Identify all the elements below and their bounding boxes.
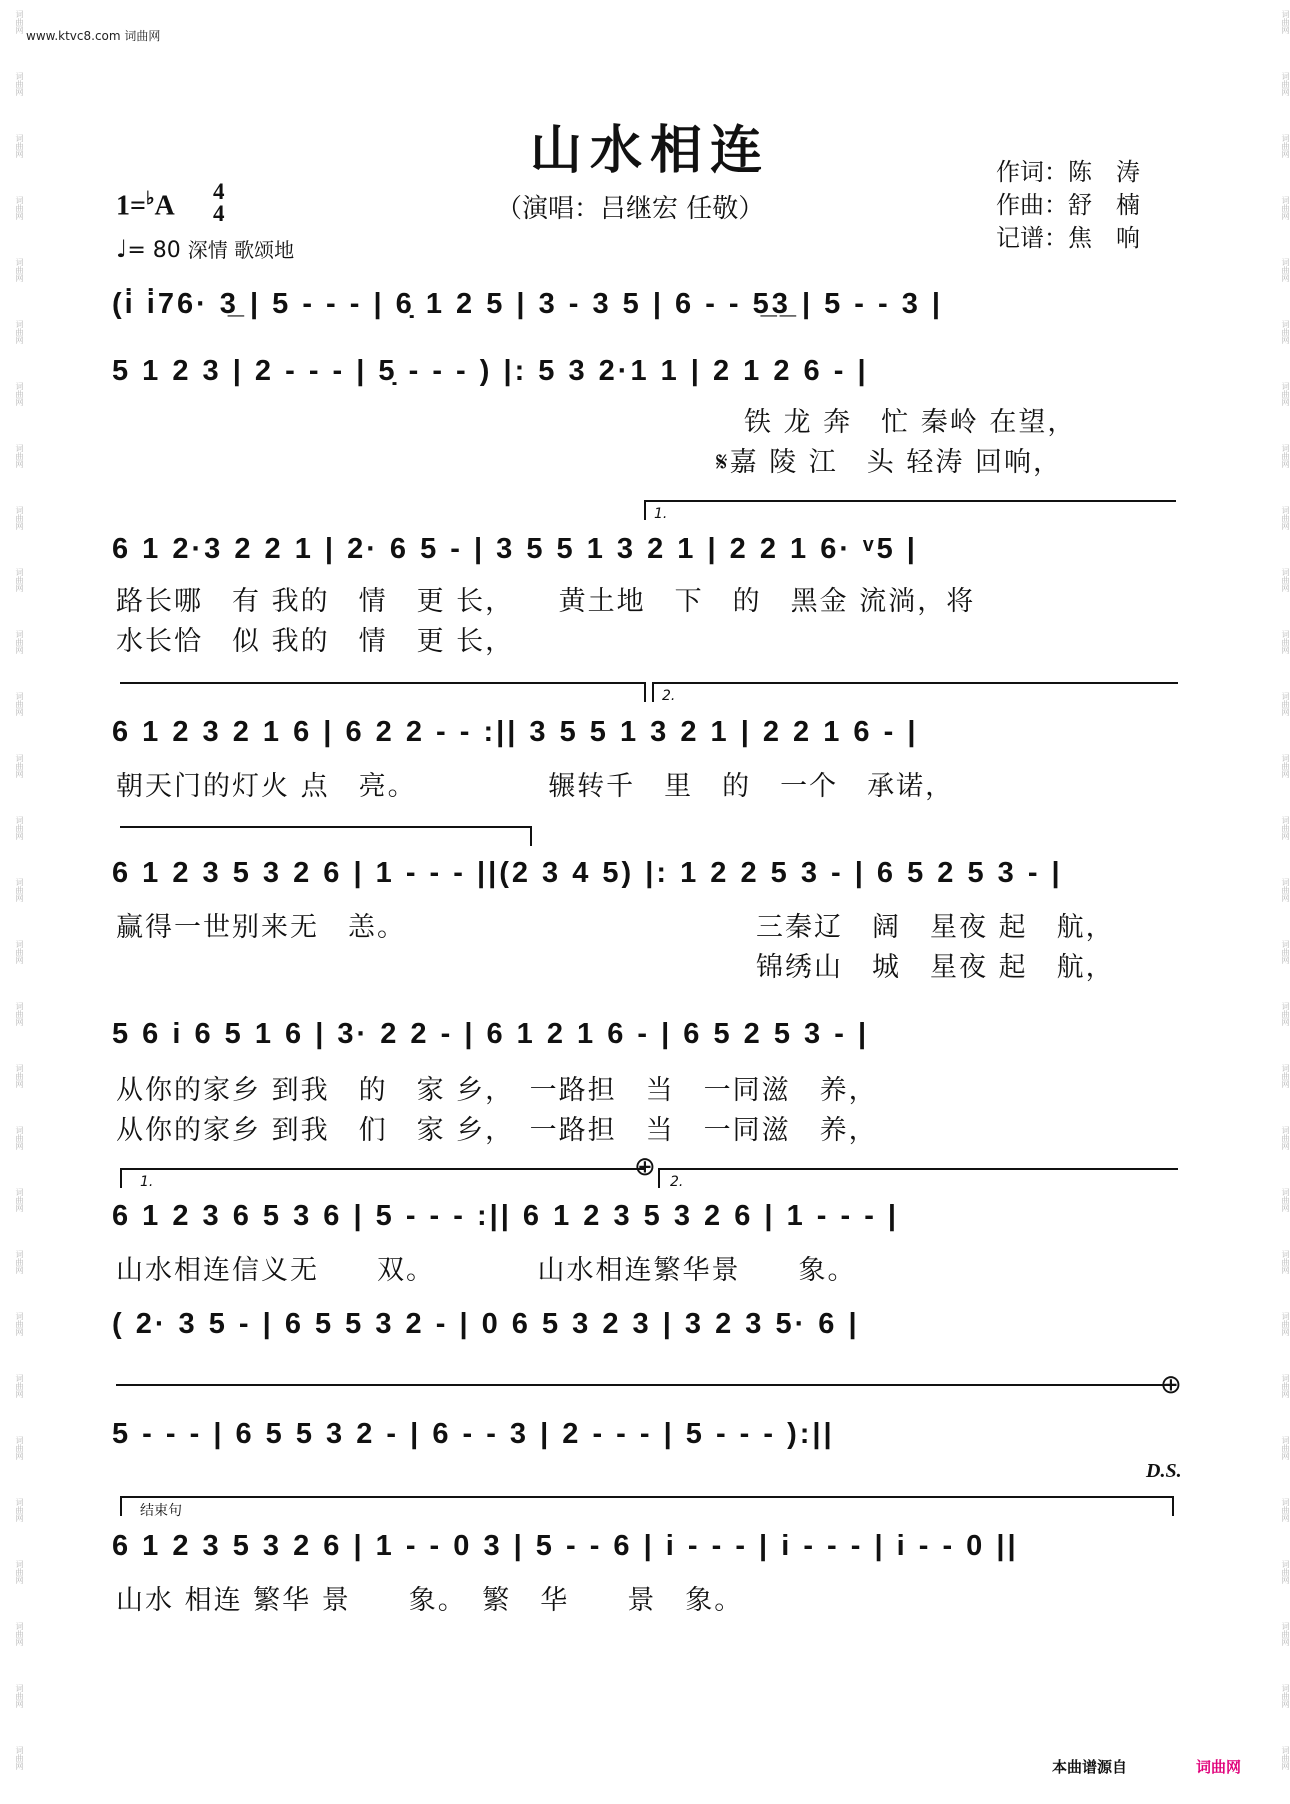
side-watermark-text: 词曲网 — [1281, 1064, 1290, 1088]
lyric-verse-2: 从你的家乡 到我 们 家 乡， 一路担 当 一同滋 养， — [116, 1115, 878, 1146]
side-watermark-text: 词曲网 — [15, 320, 24, 344]
side-watermark-text: 词曲网 — [1281, 1560, 1290, 1584]
side-watermark-text: 词曲网 — [15, 568, 24, 592]
notes-line: (i̇ i̇76· 3̲ | 5 - - - | 6̣ 1 2 5 | 3 - 3 5 | 6 - - 5̲3̲ | 5 - - 3 | — [112, 288, 944, 320]
side-watermark-text: 词曲网 — [1281, 1188, 1290, 1212]
side-watermark-text: 词曲网 — [15, 1436, 24, 1460]
ending-bracket: 结束句 — [120, 1496, 1174, 1516]
first-ending-bracket-cont — [120, 682, 646, 702]
staff-divider — [116, 1384, 1174, 1386]
source-url: www.ktvc8.com 词曲网 — [26, 29, 161, 43]
side-watermark-text: 词曲网 — [15, 258, 24, 282]
side-watermark-text: 词曲网 — [1281, 1126, 1290, 1150]
second-ending-bracket-cont — [120, 826, 532, 846]
notes-line: 5 6 i 6 5 1 6 | 3· 2 2 - | 6 1 2 1 6 - | 6 5 2 5 3 - | — [112, 1018, 870, 1050]
tempo-marking: ♩= 80 深情 歌颂地 — [116, 235, 295, 263]
side-watermark-text: 词曲网 — [1281, 10, 1290, 34]
composer-credit: 作曲：舒 楠 — [996, 191, 1140, 219]
side-watermark-text: 词曲网 — [1281, 320, 1290, 344]
side-watermark-text: 词曲网 — [1281, 940, 1290, 964]
side-watermark-text: 词曲网 — [15, 196, 24, 220]
side-watermark-text: 词曲网 — [1281, 382, 1290, 406]
notes-line: ( 2· 3 5 - | 6 5 5 3 2 - | 0 6 5 3 2 3 | 3 2 3 5· 6 | — [112, 1308, 860, 1340]
lyric-verse-1b: 三秦辽 阔 星夜 起 航， — [756, 912, 1115, 943]
lyric-verse-1: 路长哪 有 我的 情 更 长， 黄土地 下 的 黑金 流淌，将 — [116, 586, 976, 617]
side-watermark-text: 词曲网 — [1281, 1498, 1290, 1522]
side-watermark-text: 词曲网 — [1281, 568, 1290, 592]
side-watermark-text: 词曲网 — [15, 1622, 24, 1646]
notes-line: 6 1 2 3 6 5 3 6 | 5 - - - :|| 6 1 2 3 5 3 2 6 | 1 - - - | — [112, 1200, 900, 1232]
side-watermark-text: 词曲网 — [15, 816, 24, 840]
side-watermark-text: 词曲网 — [15, 1498, 24, 1522]
time-signature: 4 4 — [213, 179, 225, 226]
side-watermark-text: 词曲网 — [15, 382, 24, 406]
side-watermark-text: 词曲网 — [1281, 1374, 1290, 1398]
lyric-verse-2: 水长恰 似 我的 情 更 长， — [116, 626, 515, 657]
lyric-verse-1: 赢得一世别来无 恙。 — [116, 912, 406, 943]
side-watermark-text: 词曲网 — [1281, 878, 1290, 902]
side-watermark-text: 词曲网 — [15, 72, 24, 96]
side-watermark-text: 词曲网 — [15, 1126, 24, 1150]
left-watermark-strip — [0, 0, 24, 1804]
side-watermark-text: 词曲网 — [1281, 444, 1290, 468]
singer-line: （演唱：吕继宏 任敬） — [496, 194, 765, 224]
quarter-note-icon: ♩ — [116, 235, 128, 263]
coda-icon-2: ⊕ — [1160, 1370, 1182, 1400]
lyricist-credit: 作词：陈 涛 — [996, 158, 1140, 186]
side-watermark-text: 词曲网 — [15, 134, 24, 158]
right-watermark-strip — [1266, 0, 1290, 1804]
lyric-verse-2: 锦绣山 城 星夜 起 航， — [756, 952, 1115, 983]
side-watermark-text: 词曲网 — [15, 10, 24, 34]
side-watermark-text: 词曲网 — [15, 444, 24, 468]
key-signature: 1=♭A — [116, 188, 175, 222]
side-watermark-text: 词曲网 — [15, 1188, 24, 1212]
notes-line: 6 1 2 3 5 3 2 6 | 1 - - - ||(2 3 4 5) |: 1 2 2 5 3 - | 6 5 2 5 3 - | — [112, 857, 1063, 889]
side-watermark-text: 词曲网 — [1281, 72, 1290, 96]
side-watermark-text: 词曲网 — [15, 1374, 24, 1398]
side-watermark-text: 词曲网 — [1281, 1002, 1290, 1026]
notes-line: 6 1 2 3 2 1 6 | 6 2 2 - - :|| 3 5 5 1 3 2 1 | 2 2 1 6 - | — [112, 716, 919, 748]
source-note: 本曲谱源自 — [1052, 1758, 1128, 1776]
second-ending-bracket-2: 2. — [658, 1168, 1178, 1188]
credits — [996, 156, 1140, 255]
side-watermark-text: 词曲网 — [1281, 754, 1290, 778]
lyric-verse-1: 铁 龙 奔 忙 秦岭 在望， — [744, 407, 1077, 438]
side-watermark-text: 词曲网 — [15, 1684, 24, 1708]
coda-icon: ⊕ — [634, 1152, 656, 1182]
lyric-verse-2: 𝄋嘉 陵 江 头 轻涛 回响， — [716, 447, 1062, 478]
side-watermark-text: 词曲网 — [1281, 258, 1290, 282]
lyric-verse-1: 山水相连信义无 双。 山水相连繁华景 象。 — [116, 1255, 857, 1286]
side-watermark-text: 词曲网 — [1281, 506, 1290, 530]
side-watermark-text: 词曲网 — [15, 1064, 24, 1088]
side-watermark-text: 词曲网 — [1281, 1622, 1290, 1646]
first-ending-bracket: 1. — [644, 500, 1176, 520]
notes-line: 5 - - - | 6 5 5 3 2 - | 6 - - 3 | 2 - - - | 5 - - - ):|| — [112, 1418, 835, 1450]
side-watermark-text: 词曲网 — [15, 940, 24, 964]
side-watermark-text: 词曲网 — [15, 1002, 24, 1026]
side-watermark-text: 词曲网 — [15, 692, 24, 716]
side-watermark-text: 词曲网 — [15, 1560, 24, 1584]
side-watermark-text: 词曲网 — [1281, 816, 1290, 840]
first-ending-bracket-2: 1. — [120, 1168, 646, 1188]
dal-segno-mark: D.S. — [1146, 1460, 1182, 1482]
side-watermark-text: 词曲网 — [1281, 1684, 1290, 1708]
side-watermark-text: 词曲网 — [15, 1746, 24, 1770]
source-brand[interactable]: 词曲网 — [1196, 1758, 1242, 1776]
lyric-verse-1: 山水 相连 繁华 景 象。 繁 华 景 象。 — [116, 1585, 744, 1616]
side-watermark-text: 词曲网 — [1281, 1312, 1290, 1336]
side-watermark-text: 词曲网 — [15, 878, 24, 902]
side-watermark-text: 词曲网 — [15, 1250, 24, 1274]
side-watermark-text: 词曲网 — [15, 754, 24, 778]
side-watermark-text: 词曲网 — [1281, 196, 1290, 220]
side-watermark-text: 词曲网 — [1281, 134, 1290, 158]
side-watermark-text: 词曲网 — [1281, 692, 1290, 716]
lyric-verse-1: 朝天门的灯火 点 亮。 辗转千 里 的 一个 承诺， — [116, 771, 955, 802]
side-watermark-text: 词曲网 — [1281, 1250, 1290, 1274]
song-title: 山水相连 — [529, 120, 770, 181]
notes-line: 5 1 2 3 | 2 - - - | 5̣ - - - ) |: 5 3 2·1 1 | 2 1 2 6 - | — [112, 355, 869, 387]
side-watermark-text: 词曲网 — [1281, 1746, 1290, 1770]
side-watermark-text: 词曲网 — [1281, 630, 1290, 654]
notes-line: 6 1 2 3 5 3 2 6 | 1 - - 0 3 | 5 - - 6 | i - - - | i - - - | i - - 0 || — [112, 1530, 1019, 1562]
second-ending-bracket: 2. — [652, 682, 1178, 702]
lyric-verse-1: 从你的家乡 到我 的 家 乡， 一路担 当 一同滋 养， — [116, 1075, 878, 1106]
side-watermark-text: 词曲网 — [15, 630, 24, 654]
side-watermark-text: 词曲网 — [15, 506, 24, 530]
transcriber-credit: 记谱：焦 响 — [996, 224, 1140, 252]
side-watermark-text: 词曲网 — [15, 1312, 24, 1336]
side-watermark-text: 词曲网 — [1281, 1436, 1290, 1460]
notes-line: 6 1 2·3 2 2 1 | 2· 6 5 - | 3 5 5 1 3 2 1 | 2 2 1 6· ᵛ5 | — [112, 533, 918, 565]
